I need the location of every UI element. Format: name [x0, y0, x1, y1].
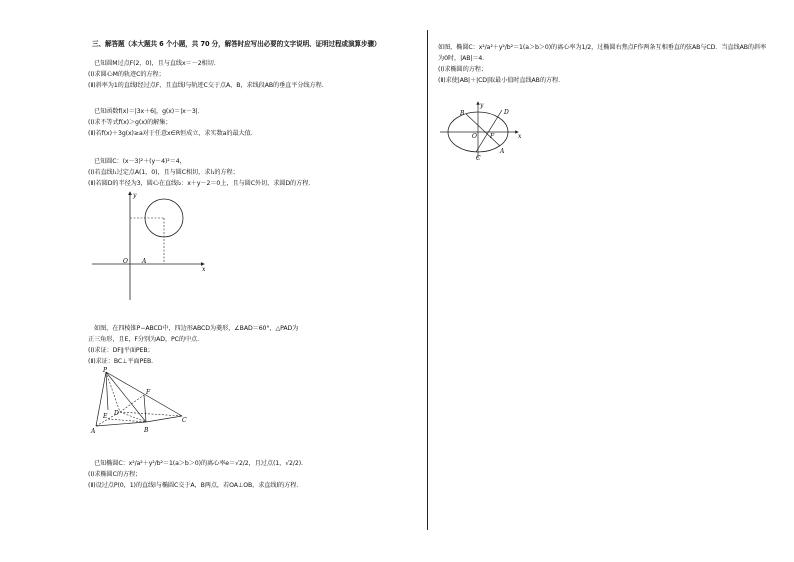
question-6 — [438, 42, 766, 86]
q3-part2: (Ⅱ)若圆D的半径为3，圆心在直线l₂：x＋y－2＝0上，且与圆C外切，求圆D的方程. — [88, 180, 311, 187]
vertex-f-label: F — [146, 389, 151, 396]
column-divider — [427, 30, 428, 530]
question-3 — [88, 156, 310, 189]
point-a-label: A — [142, 258, 147, 265]
left-column — [88, 38, 408, 489]
q6-part2: (Ⅱ)求使|AB|＋|CD|取最小值时直线AB的方程. — [438, 77, 560, 84]
vertex-b-label: B — [144, 427, 149, 434]
q5-part1: (Ⅰ)求椭圆C的方程； — [88, 471, 142, 478]
origin-label: O — [123, 258, 128, 265]
q1-part2: (Ⅱ)斜率为1的直线l经过点F，且直线l与轨迹C交于点A，B，求线段AB的垂直平分线方程. — [88, 82, 324, 89]
focus-f-label: F — [490, 133, 495, 140]
q4-figure — [90, 366, 195, 440]
vertex-p-label: P — [103, 367, 108, 374]
q4-part1: (Ⅰ)求证：DF∥平面PEB； — [88, 347, 154, 354]
vertex-d-label: D — [114, 410, 119, 417]
q6-stem-line2: 为0时，|AB|＝4． — [438, 55, 489, 62]
q1-stem: 已知圆M过点F(2，0)，且与直线x＝－2相切. — [94, 60, 216, 67]
question-5 — [88, 458, 303, 491]
q1-part1: (Ⅰ)求圆心M的轨迹C的方程； — [88, 71, 165, 78]
y-axis-label: y — [480, 102, 484, 109]
section-title: 三、解答题（本大题共 6 个小题，共 70 分，解答时应写出必要的文字说明、证明过程或演算步骤） — [92, 40, 381, 48]
x-axis-label: x — [518, 133, 522, 140]
point-b-label: B — [460, 110, 465, 117]
q2-stem: 已知函数f(x)＝|3x＋6|，g(x)＝|x－3|． — [94, 108, 204, 115]
q3-part1: (Ⅰ)若直线l₁过定点A(1，0)，且与圆C相切，求l₁的方程； — [88, 169, 239, 176]
vertex-c-label: C — [182, 417, 187, 424]
q3-figure — [88, 188, 218, 307]
point-a-label: A — [500, 148, 505, 155]
q4-stem-line1: 如图，在四棱锥P−ABCD中，四边形ABCD为菱形，∠BAD＝60°，△PAD为 — [94, 325, 299, 332]
q4-pyramid-diagram — [90, 366, 195, 436]
q2-part1: (Ⅰ)求不等式f(x)＞g(x)的解集； — [88, 119, 172, 126]
q4-part2: (Ⅱ)求证：BC⊥平面PEB. — [88, 358, 154, 365]
vertex-a-label: A — [91, 428, 96, 435]
q6-part1: (Ⅰ)求椭圆的方程； — [438, 66, 487, 73]
vertex-e-label: E — [103, 413, 108, 420]
question-4 — [88, 323, 298, 367]
question-2 — [88, 106, 253, 139]
q5-part2: (Ⅱ)设过点P(0，1)的直线l与椭圆C交于A，B两点，若OA⊥OB，求直线l的方程. — [88, 482, 299, 489]
q3-coordinate-diagram — [88, 188, 218, 303]
q2-part2: (Ⅱ)若f(x)＋3g(x)≥a对于任意x∈R恒成立，求实数a的最大值. — [88, 130, 253, 137]
q4-stem-line2: 正三角形，且E，F分别为AD，PC的中点. — [88, 336, 200, 343]
q5-stem: 已知椭圆C：x²/a²＋y²/b²＝1(a＞b＞0)的离心率e＝√2/2，且过点(1，√2/2). — [94, 460, 303, 467]
x-axis-label: x — [202, 266, 206, 273]
q6-ellipse-diagram — [438, 100, 528, 162]
origin-label: O — [472, 133, 477, 140]
chord-cd — [476, 110, 502, 152]
point-c-label: C — [476, 155, 481, 162]
point-d-label: D — [504, 109, 509, 116]
q6-figure — [438, 100, 528, 166]
question-1 — [88, 58, 324, 91]
y-axis-label: y — [133, 192, 137, 199]
q6-stem-line1: 如图，椭圆C：x²/a²＋y²/b²＝1(a＞b＞0)的离心率为1/2，过椭圆右焦点F作两条互相垂直的弦AB与CD．当直线AB的斜率 — [438, 44, 767, 51]
q3-stem: 已知圆C：(x－3)²＋(y－4)²＝4， — [94, 158, 186, 165]
